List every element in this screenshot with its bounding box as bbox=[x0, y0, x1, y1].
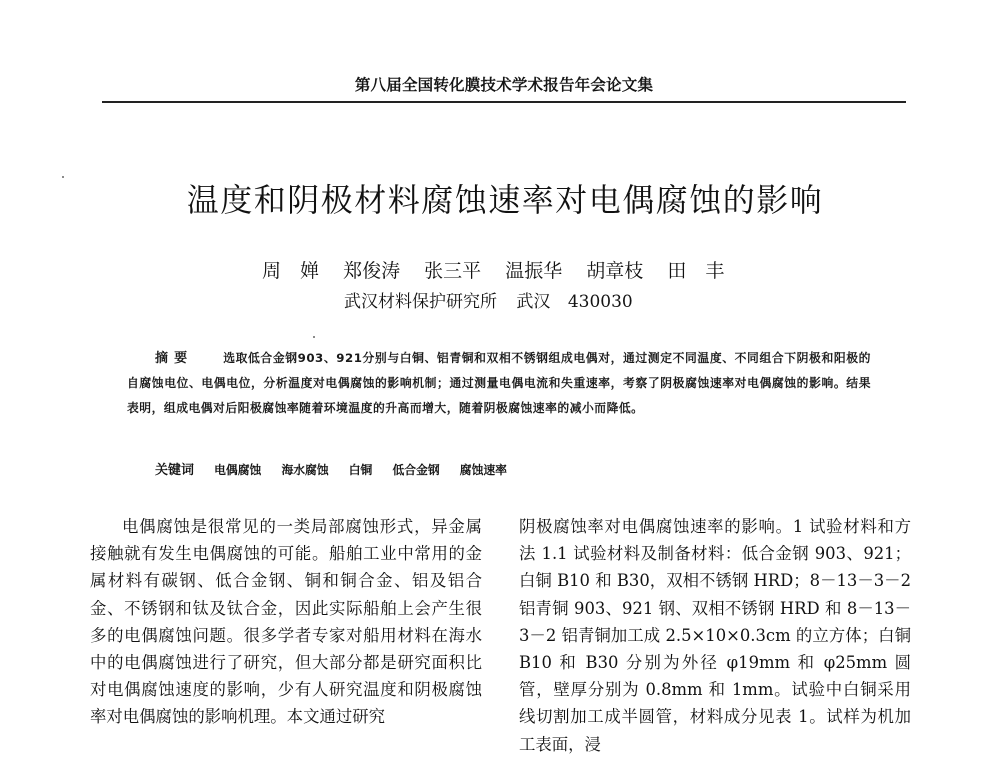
affiliation-postcode: 430030 bbox=[567, 292, 633, 312]
affiliation-line bbox=[344, 289, 744, 315]
paper-title: 温度和阴极材料腐蚀速率对电偶腐蚀的影响 bbox=[186, 181, 824, 219]
body-left-column: 电偶腐蚀是很常见的一类局部腐蚀形式，异金属接触就有发生电偶腐蚀的可能。船舶工业中常用的金属材料有碳钢、低合金钢、铜和铜合金、铝及铝合金、不锈钢和钛及钛合金，因此实际船舶上会产生很多的电偶腐蚀问题。很多学者专家对船用材料在海水中的电偶腐蚀进行了研究，但大部分都是研究面积比对电偶腐蚀速度的影响，少有人研究温度和阴极腐蚀率对电偶腐蚀的影响机理。本文通过研究 bbox=[90, 517, 482, 727]
keyword: 低合金钢 bbox=[392, 463, 440, 477]
affiliation-institute: 武汉材料保护研究所 bbox=[344, 292, 497, 312]
author-name: 温振华 bbox=[505, 260, 563, 282]
scan-speck bbox=[313, 336, 315, 338]
header-rule bbox=[102, 101, 906, 103]
author-name: 周 婵 bbox=[262, 260, 320, 282]
keyword: 腐蚀速率 bbox=[459, 463, 507, 477]
keywords bbox=[155, 459, 875, 482]
affiliation-city: 武汉 bbox=[516, 292, 551, 312]
keyword: 白铜 bbox=[348, 463, 373, 477]
author-name: 田 丰 bbox=[667, 260, 725, 282]
keywords-label: 关键词 bbox=[155, 463, 195, 478]
author-name: 胡章枝 bbox=[586, 260, 644, 282]
running-header: 第八届全国转化膜技术学术报告年会论文集 bbox=[354, 75, 654, 94]
keyword: 电偶腐蚀 bbox=[214, 463, 262, 477]
abstract-text: 选取低合金钢903、921分别与白铜、铝青铜和双相不锈钢组成电偶对，通过测定不同温度、不同组合下阴极和阳极的自腐蚀电位、电偶电位，分析温度对电偶腐蚀的影响机制；通过测量电偶电流和失重速率，考察了阴极腐蚀速率对电偶腐蚀的影响。结果表明，组成电偶对后阳极腐蚀率随着环境温度的升高而增大，随着阴极腐蚀速率的减小而降低。 bbox=[127, 351, 871, 415]
author-name: 郑俊涛 bbox=[343, 260, 401, 282]
body-right-column: 阴极腐蚀率对电偶腐蚀速率的影响。1 试验材料和方法 1.1 试验材料及制备材料：低合金钢 903、921；白铜 B10 和 B30，双相不锈钢 HRD；8－13－3－2 铝青铜 903、921 钢、双相不锈钢 HRD 和 8－13－3－2 铝青铜加工成 2.5×10×0.3cm 的立方体；白铜 B10 和 B30 分别为外径 φ19mm 和 φ25mm 圆管，壁厚分别为 0.8mm 和 1mm。试验中白铜采用线切割加工成半圆管，材料成分见表 1。试样为机加工表面，浸 bbox=[519, 517, 911, 754]
abstract-label: 摘要 bbox=[155, 351, 194, 366]
author-name: 张三平 bbox=[424, 260, 482, 282]
keyword: 海水腐蚀 bbox=[281, 463, 329, 477]
abstract bbox=[127, 346, 871, 421]
author-list bbox=[262, 258, 742, 284]
